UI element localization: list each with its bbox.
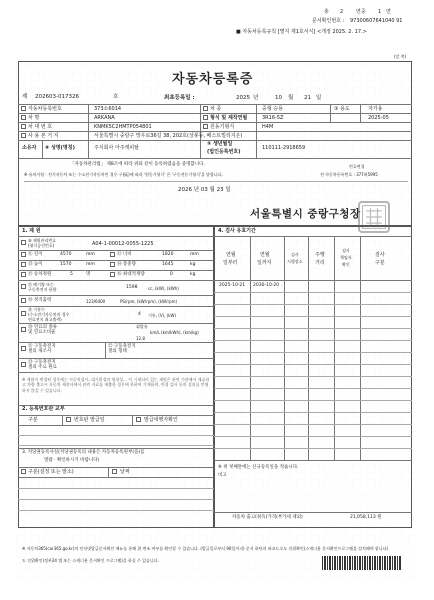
checkbox (21, 469, 26, 474)
col-line (42, 140, 43, 158)
row-line (18, 295, 214, 296)
insp-header-place-b: 시행장소 (287, 259, 303, 264)
previous-reg-number: 전 자동차등록번호 : 377허5995 (320, 172, 378, 177)
checkbox (110, 272, 115, 277)
specs-section-title: 1. 제 원 (22, 228, 41, 234)
insp-row1-to: 2030-10-20 (253, 283, 280, 288)
section2-col-agent: 발급대행자확인 (144, 417, 178, 423)
first-row-note: ※ 위 첫째란에는 신규등록일을 적습니다. (218, 465, 299, 470)
owner-id-label-line1: ⑨ 생년월일 (207, 141, 233, 147)
first-reg-month-unit: 월 (288, 95, 294, 101)
page-number: 1 (378, 9, 382, 15)
row-line (214, 280, 412, 281)
row-line (18, 467, 214, 468)
row-line (214, 376, 412, 377)
checkbox (136, 417, 141, 422)
insp-header-mileage-a: 주행 (315, 252, 325, 258)
remarks-label: 비고 (218, 473, 227, 478)
row-line (214, 400, 412, 401)
reg-no-suffix: 호 (113, 94, 119, 100)
insp-row1-from: 2025-10-21 (219, 283, 246, 288)
row-line (18, 425, 214, 426)
col-line (360, 236, 361, 460)
row-line (18, 488, 214, 489)
spec-label-length: ⑪ 길이 (28, 252, 43, 257)
insp-header-mileage-b: 거리 (315, 260, 325, 266)
row-line (214, 304, 412, 305)
insp-header-place-a: 검사 (291, 252, 299, 257)
row-line (18, 510, 214, 511)
total-pages: 2 (340, 9, 344, 15)
inspection-section-title: 4. 검사 유효기간 (218, 228, 256, 234)
spec-label-power: ⑱ 정격출력 (28, 298, 52, 303)
first-reg-day: 21 (304, 95, 311, 101)
checkbox (66, 417, 71, 422)
field-value-manufacture-date: 2025-05 (368, 115, 389, 121)
checkbox (21, 346, 26, 351)
spec-label-displacement: ⑰ 배기량 또는 구동축전지 용량 (28, 282, 57, 292)
first-reg-year-unit: 년 (253, 95, 259, 101)
checkbox (21, 284, 26, 289)
spec-unit-height: mm (86, 262, 95, 267)
checkbox (21, 262, 26, 267)
checkbox (110, 262, 115, 267)
col-line (132, 415, 133, 425)
checkbox (203, 106, 208, 111)
col-line (200, 140, 201, 158)
insp-header-inspector-c: 확인 (342, 262, 350, 267)
row-line (18, 260, 214, 261)
insp-header-inspector-a: 검사 (342, 248, 350, 253)
col-line (62, 415, 63, 425)
row-line (214, 436, 412, 437)
reg-no-prefix: 제 (22, 94, 28, 100)
spec-value-displacement: 1598 (126, 285, 138, 290)
field-label-address: 사 용 본 거 지 (28, 133, 59, 139)
owner-id-label-line2: (법인등록번호) (207, 149, 241, 155)
row-line (214, 412, 412, 413)
insp-header-inspector-b: 책임자 (340, 255, 352, 260)
row-line (214, 424, 412, 425)
insp-header-from-b: 일부터 (223, 260, 238, 266)
row-line (18, 448, 214, 449)
spec-label-gross-weight: ⑭ 총중량 (117, 262, 136, 267)
row-line (214, 512, 412, 513)
field-value-car-type: 중형 승용 (262, 106, 283, 112)
spec-value-gross-weight: 1645 (162, 262, 174, 267)
field-label-car-name: 차 명 (28, 115, 40, 121)
spec-value-fuel-efficiency: 12.8 (136, 336, 145, 341)
insp-header-to-b: 일까지 (257, 260, 272, 266)
row-line (18, 280, 214, 281)
checkbox (21, 240, 26, 245)
field-value-use: 자가용 (368, 106, 383, 112)
col-line (330, 104, 331, 122)
spec-unit-width: mm (190, 252, 199, 257)
row-line (18, 445, 214, 446)
checkbox (21, 124, 26, 129)
row-line (214, 352, 412, 353)
spec-value-fuel-type: 휘발유 (136, 324, 148, 329)
section3-title: 3. 저당권등록사실(저당권등록의 내용은 자동차등록원부(을)를 (22, 450, 145, 455)
row-line (214, 388, 412, 389)
row-line (18, 236, 214, 237)
row-line (18, 104, 412, 105)
row-line (18, 158, 412, 159)
release-price-value: 21,058,113 원 (350, 515, 382, 520)
spec-value-length: 4570 (60, 252, 72, 257)
col-line (256, 140, 257, 158)
col-line (284, 236, 285, 460)
checkbox (21, 362, 26, 367)
page-suffix: 면 (386, 9, 391, 15)
spec-label-width: ⑫ 너비 (117, 252, 132, 257)
spec-unit-seating: 명 (86, 272, 91, 277)
section2-col-type: 구분 (28, 417, 38, 423)
regulation-ref: ■ 자동차등록규칙 [별지 제1호서식] <개정 2025. 2. 17.> (236, 29, 367, 35)
row-line (214, 292, 412, 293)
spec-label-max-load: ⑯ 최대적재량 (117, 272, 145, 277)
first-reg-label: 최초등록일 : (164, 95, 195, 101)
row-line (214, 328, 412, 329)
row-line (214, 460, 412, 461)
spec-value-height: 1570 (60, 262, 72, 267)
col-line (105, 342, 106, 358)
col-line (88, 104, 89, 158)
first-reg-month: 10 (275, 95, 282, 101)
insp-header-type-b: 구분 (375, 260, 385, 266)
spec-label-battery-type: ㉒ 구동축전지 셀의 형태 (108, 344, 136, 355)
certification-text: 「자동차관리법」 제8조에 따라 위와 같이 등록하였음을 증명합니다. (70, 162, 205, 167)
spec-unit-cylinders: 기통, (V), (kW) (148, 313, 177, 318)
field-value-address: 서울특별시 중랑구 망우로36길 38, 202호(상봉동, 베스트빌리지온) (94, 133, 243, 139)
page-title: 자동차등록증 (172, 72, 254, 87)
field-label-engine: 원동기형식 (210, 124, 235, 130)
insp-header-type-a: 검사 (375, 252, 385, 258)
checkbox (21, 115, 26, 120)
spec-unit-length: mm (86, 252, 95, 257)
row-line (18, 306, 214, 307)
spec-unit-gross-weight: kg (190, 262, 196, 267)
row-line (18, 499, 214, 500)
spec-value-cylinders: 4 (138, 312, 141, 317)
section3-col-date: 날짜 (120, 469, 130, 475)
row-line (18, 358, 214, 359)
field-label-use: ③ 용도 (334, 106, 350, 112)
checkbox (21, 133, 26, 138)
page-of-label: 면중 (356, 9, 366, 15)
row-line (18, 113, 412, 114)
owner-group-label: 소유자 (22, 145, 37, 151)
total-pages-label: 총 (324, 9, 329, 15)
checkbox (21, 327, 26, 332)
footer-verify-note-2: 도 진위확인(정부24 앱 또는 스캐너용 문서확인 프로그램)을 하실 수 있습니다. (22, 558, 159, 563)
row-line (18, 131, 412, 132)
col-line (256, 104, 257, 140)
checkbox (21, 298, 26, 303)
field-label-model: 형식 및 제작연월 (210, 115, 248, 121)
first-reg-year: 2025 (236, 95, 250, 101)
field-value-engine: H4M (262, 124, 274, 130)
divider (24, 181, 408, 182)
document-barcode (322, 556, 402, 570)
spec-value-power: 123/6400 (86, 299, 106, 304)
row-line (18, 250, 214, 251)
spec-label-battery-maker: ㉑ 구동축전지 셀의 제조사 (28, 344, 56, 355)
checkbox (112, 469, 117, 474)
checkbox (110, 252, 115, 257)
spec-value-mgmt-no: A04-1-00012-0055-1225 (92, 241, 154, 247)
row-line (18, 372, 214, 373)
field-value-car-name: ARKANA (94, 115, 115, 121)
release-price-label: 자동차 출고(취득)가격(부가세 제외) (232, 515, 303, 520)
checkbox (21, 106, 26, 111)
section2-col-issue-date: 번호판 발급일 (74, 417, 105, 423)
checkbox (21, 272, 26, 277)
checkbox (21, 311, 26, 316)
spec-unit-max-load: kg (190, 272, 196, 277)
side-label: (앞 쪽) (394, 54, 407, 59)
section3-col-type: 구분(설정 또는 말소) (28, 469, 74, 475)
insp-header-to-a: 연월 (260, 252, 270, 258)
issue-date: 2026 년 03 월 23 일 (178, 187, 231, 193)
checkbox (21, 252, 26, 257)
doc-confirm-number: 97300607641040 91 (350, 18, 403, 24)
section3-title-line2: 열람 · 확인하시기 바랍니다) (44, 458, 100, 463)
col-line (308, 236, 309, 460)
row-line (214, 448, 412, 449)
col-line (250, 236, 251, 460)
checkbox (203, 115, 208, 120)
spec-unit-fuel: km/L (km/kWh), (km/kg) (150, 330, 199, 335)
row-line (18, 323, 214, 324)
spec-unit-displacement: cc, (kW), (kWh) (148, 286, 179, 291)
reg-no: 202603-017326 (35, 94, 79, 100)
spec-value-seating: 5 (70, 272, 73, 277)
row-line (214, 236, 412, 237)
checkbox (203, 124, 208, 129)
spec-label-height: ⑬ 높이 (28, 262, 43, 267)
field-label-reg-no: 자동차등록번호 (28, 106, 62, 112)
spec-value-width: 1820 (162, 252, 174, 257)
footer-verify-note: ※ 자동차365(car365.go.kr)의 인터넷발급문서확인 메뉴를 통해 위 변조 여부를 확인할 수 있습니다. (발급일로부터 90일까지) 문서 하단의 바코드로도 진위확인(스캐너용 문서확인프로그램을 설치해야 합니다) (22, 546, 389, 551)
inspection-section (214, 226, 412, 528)
owner-id-value: 110111-2918659 (262, 145, 306, 151)
col-line (334, 236, 335, 460)
owner-name-label: ⑧ 성명(명칭) (45, 145, 75, 151)
number-change-label: 번호변경 (349, 164, 365, 169)
insp-header-from-a: 연월 (226, 252, 236, 258)
field-label-vin: 차 대 번 호 (28, 124, 53, 130)
row-line (18, 415, 214, 416)
row-line (18, 270, 214, 271)
doc-confirm-label: 문서확인번호 : (312, 18, 345, 24)
caution-note: ※ 유의사항 : 전기자동차 또는 수소전기자동차인 경우 구(區)에 따라 '원동기형식' 은 '구동전동기형식'을 말합니다. (24, 172, 223, 177)
field-value-vin: KNMK5C2HMTP054801 (94, 124, 152, 130)
row-line (18, 435, 214, 436)
owner-name-value: 주식회사 아주캐피탈 (94, 145, 140, 151)
row-line (18, 342, 214, 343)
row-line (214, 316, 412, 317)
first-reg-day-unit: 일 (316, 95, 322, 101)
spec-label-mgmt-no: ⑩ 제원관리번호 (형식승인번호) (28, 238, 57, 248)
field-value-model: 3R16-5Z (262, 115, 284, 121)
spec-label-cylinders: ⑲ 기통수 (수소전기자동차의 경우 연료전지 최고출력) (28, 307, 70, 322)
spec-unit-power: PS/rpm, (kW/rpm), (kW/rpm) (120, 299, 178, 304)
row-line (214, 364, 412, 365)
spec-label-battery-material: ㉓ 구동축전지 셀의 주요 원료 (28, 360, 57, 371)
row-line (214, 340, 412, 341)
spec-value-max-load: 0 (170, 272, 173, 277)
field-label-car-type: 차 종 (210, 106, 222, 112)
section2-title: 2. 등록번호판 교부 (22, 406, 65, 412)
col-line (108, 467, 109, 477)
spec-label-seating: ⑮ 승차정원 (28, 272, 52, 277)
field-value-reg-no: 373소6014 (94, 106, 122, 112)
specs-notes: ※ 제원이 변경된 경우에는 자동차검사, 대기환경의 영향성... 이 기재되어 있는 제원은 관련 기관에서 제공하고 차량 출고시 자동차 제작사에서 관련 자료를 제출한 경우에 한하여 기재하며, 변경 검사 등의 결과를 반영하지 않을 수 있습니다. (22, 377, 210, 393)
row-line (18, 122, 412, 123)
spec-label-fuel: ⑳ 연료의 종류 및 연료소비율 (28, 325, 58, 336)
issuer-name: 서울특별시 중랑구청장 (250, 208, 361, 220)
col-line (360, 104, 361, 122)
row-line (18, 477, 214, 478)
